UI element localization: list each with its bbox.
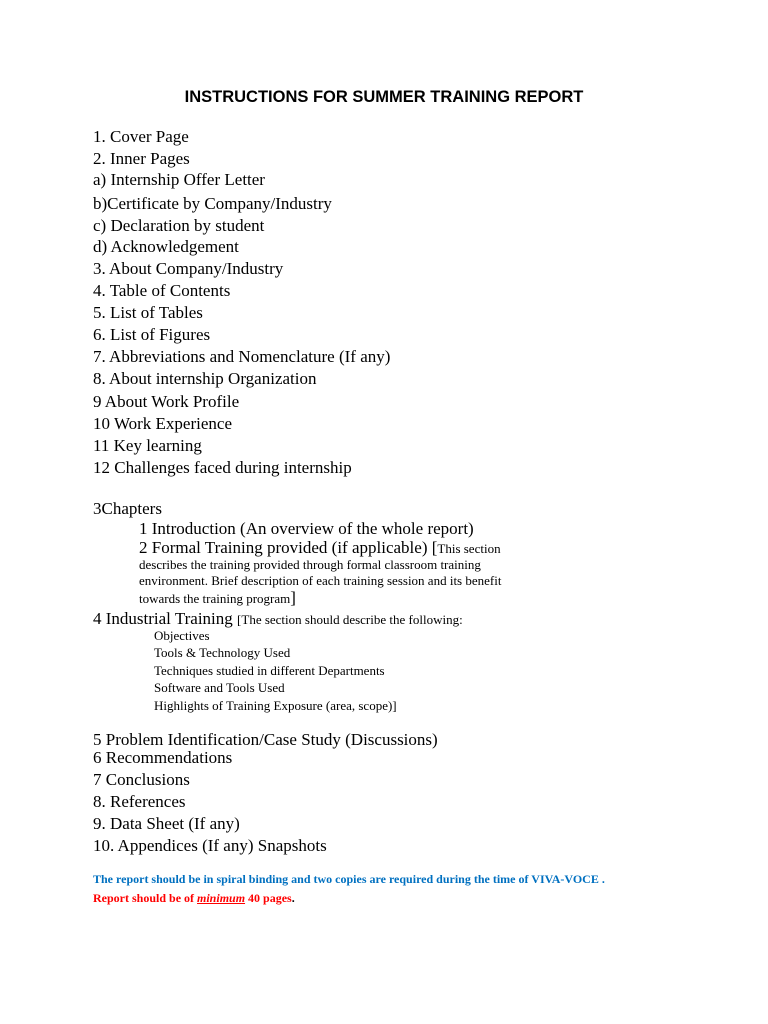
list-item: 7. Abbreviations and Nomenclature (If any)	[93, 347, 391, 366]
formal-training-desc-line: environment. Brief description of each training session and its benefit	[139, 573, 502, 588]
page-count-note	[93, 890, 295, 906]
page-title: INSTRUCTIONS FOR SUMMER TRAINING REPORT	[184, 88, 584, 106]
list-item: 9. Data Sheet (If any)	[93, 814, 240, 833]
binding-note: The report should be in spiral binding and two copies are required during the time of VIVA-VOCE .	[93, 872, 605, 886]
list-item: 2. Inner Pages	[93, 149, 190, 168]
list-item: 5. List of Tables	[93, 303, 203, 322]
page-count-note-prefix: Report should be of	[93, 891, 198, 905]
list-item: 10. Appendices (If any) Snapshots	[93, 836, 327, 855]
list-item: 8. About internship Organization	[93, 369, 317, 388]
chapter-industrial-training-label: 4 Industrial Training	[93, 609, 238, 628]
formal-training-desc-line	[139, 590, 296, 607]
list-item: 1. Cover Page	[93, 127, 189, 146]
formal-training-close-bracket: ]	[290, 588, 296, 607]
list-item: 6 Recommendations	[93, 748, 233, 767]
industrial-training-point: Software and Tools Used	[154, 680, 285, 695]
industrial-training-point: Highlights of Training Exposure (area, scope)]	[154, 698, 397, 713]
page-count-note-period: .	[291, 891, 295, 905]
industrial-training-point: Tools & Technology Used	[154, 645, 291, 660]
formal-training-desc-text: towards the training program	[139, 591, 291, 606]
industrial-training-point: Objectives	[154, 628, 210, 643]
industrial-training-point: Techniques studied in different Departments	[154, 663, 385, 678]
list-item: 8. References	[93, 792, 186, 811]
list-item: 7 Conclusions	[93, 770, 190, 789]
formal-training-desc-line: describes the training provided through formal classroom training	[139, 557, 481, 572]
chapter-industrial-training	[93, 609, 463, 630]
chapter-formal-training-desc: This section	[437, 541, 501, 556]
list-item: 12 Challenges faced during internship	[93, 458, 352, 477]
chapter-formal-training-label: 2 Formal Training provided (if applicable) [	[139, 538, 438, 557]
chapter-introduction: 1 Introduction (An overview of the whole report)	[139, 519, 474, 538]
list-item: 3. About Company/Industry	[93, 259, 284, 278]
chapter-industrial-training-desc: [The section should describe the following:	[237, 612, 463, 627]
list-item: b)Certificate by Company/Industry	[93, 194, 332, 213]
page-count-note-emphasis: minimum	[197, 891, 246, 905]
list-item: 6. List of Figures	[93, 325, 211, 344]
list-item: d) Acknowledgement	[93, 237, 239, 256]
list-item: 9 About Work Profile	[93, 392, 240, 411]
list-item: 11 Key learning	[93, 436, 202, 455]
page-count-note-suffix: 40 pages	[245, 891, 292, 905]
chapter-formal-training	[139, 538, 501, 559]
list-item: c) Declaration by student	[93, 216, 265, 235]
list-item: 10 Work Experience	[93, 414, 232, 433]
list-item: 5 Problem Identification/Case Study (Discussions)	[93, 730, 438, 749]
list-item: 4. Table of Contents	[93, 281, 231, 300]
chapters-heading: 3Chapters	[93, 499, 162, 518]
list-item: a) Internship Offer Letter	[93, 170, 265, 189]
